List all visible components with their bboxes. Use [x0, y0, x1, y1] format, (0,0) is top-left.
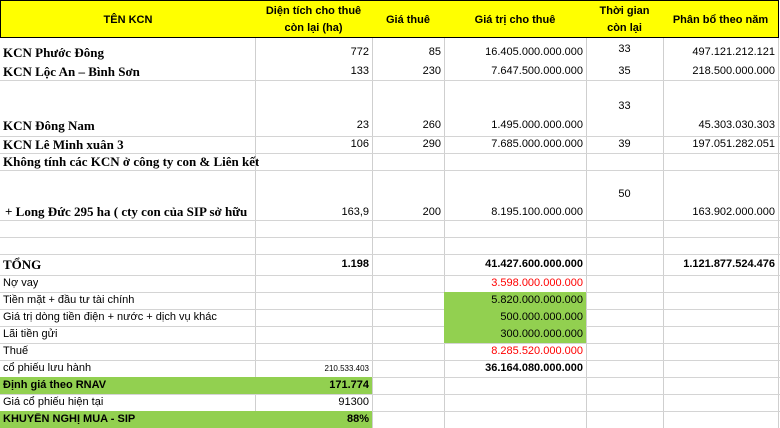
- row-price: 85: [428, 46, 441, 58]
- rnav-label: Định giá theo RNAV: [3, 379, 107, 391]
- total-label: TỔNG: [3, 257, 42, 272]
- header-gia-tri: Giá trị cho thuê: [444, 0, 587, 38]
- header-gia-thue: Giá thuê: [372, 0, 445, 38]
- header-thoi-gian: [586, 0, 664, 38]
- row-value: 1.495.000.000.000: [491, 119, 583, 131]
- row-annual: 218.500.000.000: [692, 65, 775, 77]
- co-phieu-count: 210.533.403: [324, 364, 369, 373]
- total-annual: 1.121.877.524.476: [683, 258, 775, 270]
- header-phan-bo: Phân bổ theo năm: [663, 0, 779, 38]
- total-value: 41.427.600.000.000: [485, 258, 583, 270]
- rnav-value: 171.774: [329, 379, 369, 391]
- row-time: 35: [618, 65, 631, 77]
- header-ten-kcn: TÊN KCN: [0, 0, 256, 38]
- dong-tien-value: 500.000.000.000: [444, 309, 586, 326]
- row-area: 133: [350, 65, 369, 77]
- row-time: 50: [618, 188, 631, 200]
- thue-label: Thuế: [3, 345, 29, 357]
- row-price: 260: [422, 119, 441, 131]
- co-phieu-label: cổ phiếu lưu hành: [3, 362, 92, 374]
- lai-value: 300.000.000.000: [444, 326, 586, 343]
- tien-mat-value: 5.820.000.000.000: [444, 292, 586, 309]
- gia-cp-value: 91300: [338, 396, 369, 408]
- row-price: 230: [422, 65, 441, 77]
- row-name: KCN Lộc An – Bình Sơn: [3, 64, 140, 79]
- header-dien-tich: [255, 0, 373, 38]
- khuyen-nghi-label: KHUYẾN NGHỊ MUA - SIP: [3, 413, 136, 425]
- no-vay-value: 3.598.000.000.000: [491, 277, 583, 289]
- row-time: 33: [618, 100, 631, 112]
- row-name: KCN Đông Nam: [3, 118, 95, 133]
- co-phieu-value: 36.164.080.000.000: [485, 362, 583, 374]
- header-dien-tich-line2: còn lại (ha): [284, 22, 343, 34]
- row-annual: 197.051.282.051: [692, 138, 775, 150]
- row-value: 8.195.100.000.000: [491, 206, 583, 218]
- dong-tien-label: Giá trị dòng tiền điện + nước + dịch vụ khác: [3, 311, 217, 323]
- row-value: 16.405.000.000.000: [485, 46, 583, 58]
- row-time: 33: [618, 43, 631, 55]
- header-thoi-gian-line1: Thời gian: [599, 5, 650, 17]
- row-value: 7.647.500.000.000: [491, 65, 583, 77]
- row-price: 290: [422, 138, 441, 150]
- lai-label: Lãi tiền gửi: [3, 328, 58, 340]
- row-area: 163,9: [341, 206, 369, 218]
- note-excluded: Không tính các KCN ở công ty con & Liên kết: [3, 154, 260, 169]
- row-annual: 163.902.000.000: [692, 206, 775, 218]
- row-name: KCN Phước Đông: [3, 45, 104, 60]
- header-dien-tich-line1: Diện tích cho thuê: [265, 5, 362, 17]
- khuyen-nghi-value: 88%: [346, 413, 369, 425]
- row-annual: 45.303.030.303: [698, 119, 775, 131]
- row-value: 7.685.000.000.000: [491, 138, 583, 150]
- row-area: 772: [350, 46, 369, 58]
- total-area: 1.198: [341, 258, 369, 270]
- gia-cp-label: Giá cổ phiếu hiện tại: [3, 396, 104, 408]
- row-name: KCN Lê Minh xuân 3: [3, 137, 124, 152]
- thue-value: 8.285.520.000.000: [491, 345, 583, 357]
- no-vay-label: Nợ vay: [3, 277, 39, 289]
- row-name: + Long Đức 295 ha ( cty con của SIP sở hữu: [5, 204, 248, 219]
- header-thoi-gian-line2: còn lại: [607, 22, 642, 34]
- row-time: 39: [618, 138, 631, 150]
- tien-mat-label: Tiền mặt + đầu tư tài chính: [3, 294, 135, 306]
- row-price: 200: [422, 206, 441, 218]
- row-annual: 497.121.212.121: [692, 46, 775, 58]
- row-area: 23: [356, 119, 369, 131]
- row-area: 106: [350, 138, 369, 150]
